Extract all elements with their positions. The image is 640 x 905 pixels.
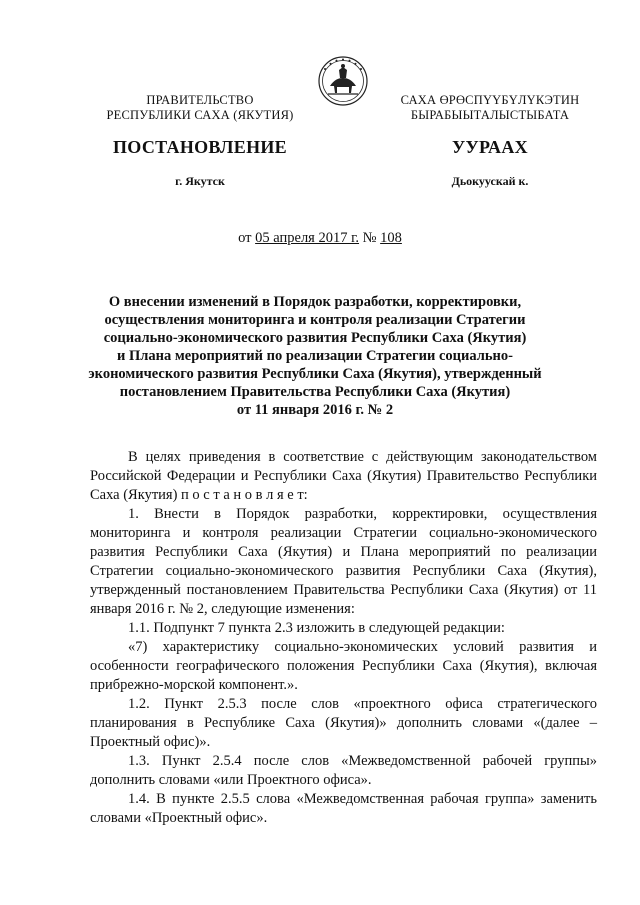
document-body [90, 448, 597, 828]
doc-type-ru: ПОСТАНОВЛЕНИЕ [113, 137, 287, 157]
number-sign: № [359, 230, 381, 246]
government-name-sakha-line2: БЫРАБЫЫТАЛЫСТЫБАТА [410, 108, 570, 122]
city-ru: г. Якутск [175, 174, 225, 188]
title-line: и Плана мероприятий по реализации Стратегии социально- [117, 348, 513, 364]
document-number: 108 [380, 230, 402, 246]
title-line: социально-экономического развития Республики Саха (Якутия) [103, 330, 527, 346]
date-line [0, 230, 640, 247]
body-paragraph: 1. Внести в Порядок разработки, корректировки, осуществления мониторинга и контроля реализации Стратегии социально-экономического развития Республики Саха (Якутия) и Плана мероприятий по реализации Стратегии социально-экономического развития Республики Саха (Якутия), утвержденный постановлением Правительства Республики Саха (Якутия) от 11 января 2016 г. № 2, следующие изменения: [90, 506, 597, 617]
title-line: постановлением Правительства Республики Саха (Якутия) [119, 384, 511, 400]
government-name-sakha [380, 93, 600, 123]
body-paragraph: 1.2. Пункт 2.5.3 после слов «проектного офиса стратегического планирования в Республике Саха (Якутия)» дополнить словами «(далее – Проектный офис)». [90, 696, 597, 750]
city-sakha: Дьокуускай к. [451, 174, 529, 188]
date-prefix: от [238, 230, 256, 246]
body-paragraph: 1.3. Пункт 2.5.4 после слов «Межведомственной рабочей группы» дополнить словами «или Проектного офиса». [90, 753, 597, 788]
doc-type-sakha: УУРААХ [452, 137, 528, 157]
government-name-ru-line2: РЕСПУБЛИКИ САХА (ЯКУТИЯ) [106, 108, 294, 122]
title-line: О внесении изменений в Порядок разработки, корректировки, [108, 294, 522, 310]
body-paragraph: 1.4. В пункте 2.5.5 слова «Межведомственная рабочая группа» заменить словами «Проектный офис». [90, 791, 597, 826]
government-name-ru [90, 93, 310, 123]
title-line: экономического развития Республики Саха (Якутия), утвержденный [88, 366, 542, 382]
title-line: осуществления мониторинга и контроля реализации Стратегии [104, 312, 526, 328]
body-paragraph: В целях приведения в соответствие с действующим законодательством Российской Федерации и Республики Саха (Якутия) Правительство Республики Саха (Якутия) п о с т а н о в л я е т: [90, 449, 597, 503]
body-paragraph: 1.1. Подпункт 7 пункта 2.3 изложить в следующей редакции: [128, 620, 505, 636]
document-title [80, 293, 550, 419]
title-line: от 11 января 2016 г. № 2 [236, 402, 394, 418]
government-name-sakha-line1: САХА ӨРӨСПҮҮБҮЛҮКЭТИН [400, 93, 580, 107]
document-date: 05 апреля 2017 г. [255, 230, 360, 246]
coat-of-arms-icon [318, 56, 368, 106]
body-paragraph: «7) характеристику социально-экономических условий развития и особенности географического положения Республики Саха (Якутия), включая прибрежно-морской компонент.». [90, 639, 597, 693]
government-name-ru-line1: ПРАВИТЕЛЬСТВО [146, 93, 254, 107]
